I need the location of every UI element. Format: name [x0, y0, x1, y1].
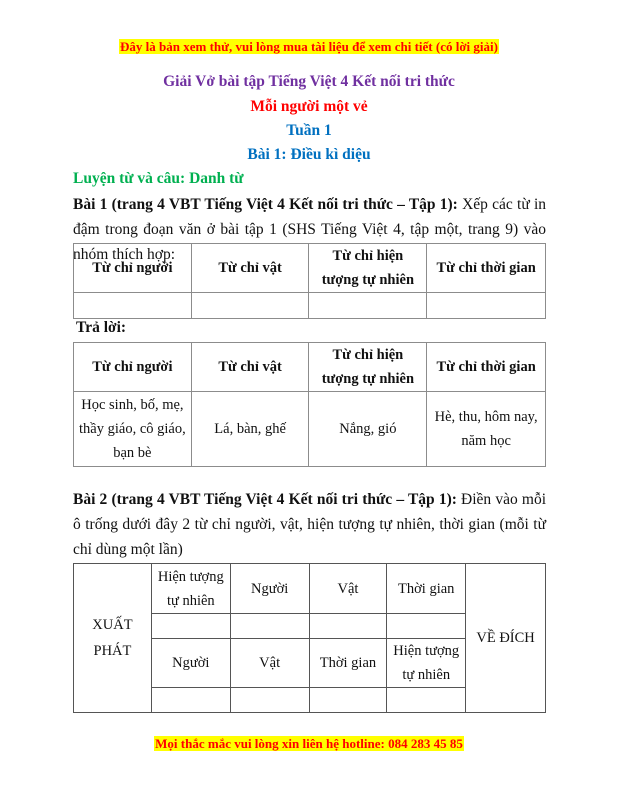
table-header-row: [74, 244, 546, 293]
category-cell: Vật: [309, 564, 387, 614]
header-cell: Từ chỉ người: [74, 343, 192, 392]
unit-title: Mỗi người một vẻ: [250, 98, 368, 115]
answer-cell-nature: Nắng, gió: [309, 392, 427, 467]
blank-cell: [74, 293, 192, 319]
blank-cell: [309, 293, 427, 319]
header-cell: Từ chỉ thời gian: [427, 343, 546, 392]
finish-cell: VỀ ĐÍCH: [466, 564, 546, 713]
category-cell: Người: [230, 564, 309, 614]
blank-cell: [427, 293, 546, 319]
fill-in-cell[interactable]: [309, 614, 387, 639]
week-title: Tuần 1: [286, 122, 332, 139]
table-row: [74, 564, 546, 614]
fill-in-cell[interactable]: [387, 688, 466, 713]
fill-in-cell[interactable]: [230, 688, 309, 713]
fill-in-cell[interactable]: [230, 614, 309, 639]
exercise-2-board-table: [73, 563, 546, 713]
category-cell: Thời gian: [387, 564, 466, 614]
category-cell: Vật: [230, 639, 309, 688]
answer-label: Trả lời:: [76, 319, 127, 336]
category-cell: Người: [151, 639, 230, 688]
lesson-title: Bài 1: Điều kì diệu: [247, 146, 371, 163]
category-cell: Hiện tượng tự nhiên: [151, 564, 230, 614]
exercise-2-label: Bài 2 (trang 4 VBT Tiếng Việt 4 Kết nối tri thức – Tập 1):: [73, 491, 457, 508]
header-cell: Từ chỉ hiện tượng tự nhiên: [309, 343, 427, 392]
section-heading: Luyện từ và câu: Danh từ: [73, 170, 244, 187]
header-cell: Từ chỉ vật: [191, 244, 309, 293]
exercise-2-prompt: [73, 487, 546, 562]
preview-notice: [0, 38, 618, 56]
fill-in-cell[interactable]: [387, 614, 466, 639]
document-title: Giải Vở bài tập Tiếng Việt 4 Kết nối tri thức: [163, 73, 455, 90]
exercise-1-label: Bài 1 (trang 4 VBT Tiếng Việt 4 Kết nối tri thức – Tập 1):: [73, 196, 458, 213]
fill-in-cell[interactable]: [151, 688, 230, 713]
table-row: [74, 293, 546, 319]
category-cell: Hiện tượng tự nhiên: [387, 639, 466, 688]
category-cell: Thời gian: [309, 639, 387, 688]
header-cell: Từ chỉ người: [74, 244, 192, 293]
header-cell: Từ chỉ thời gian: [427, 244, 546, 293]
exercise-1-text: Xếp các từ in đậm trong đoạn văn ở bài tập 1 (SHS Tiếng Việt 4, tập một, trang 9) vào nhóm thích hợp:: [73, 196, 547, 263]
exercise-1-answer-table: [73, 342, 546, 467]
table-row: [74, 392, 546, 467]
blank-cell: [191, 293, 309, 319]
answer-cell-time: Hè, thu, hôm nay, năm học: [427, 392, 546, 467]
start-cell: XUẤT PHÁT: [74, 564, 152, 713]
preview-notice-text: Đây là bản xem thử, vui lòng mua tài liệu để xem chi tiết (có lời giải): [120, 39, 498, 54]
fill-in-cell[interactable]: [309, 688, 387, 713]
exercise-1-blank-table: [73, 243, 546, 319]
hotline-notice-text: Mọi thắc mắc vui lòng xin liên hệ hotline: 084 283 45 85: [155, 736, 463, 751]
fill-in-cell[interactable]: [151, 614, 230, 639]
answer-cell-objects: Lá, bàn, ghế: [191, 392, 309, 467]
hotline-notice: [0, 735, 618, 753]
header-cell: Từ chỉ hiện tượng tự nhiên: [309, 244, 427, 293]
exercise-2-text: Điền vào mỗi ô trống dưới đây 2 từ chỉ người, vật, hiện tượng tự nhiên, thời gian (mỗi từ chỉ dùng một lần): [73, 491, 546, 558]
header-cell: Từ chỉ vật: [191, 343, 309, 392]
answer-cell-people: Học sinh, bố, mẹ, thầy giáo, cô giáo, bạn bè: [74, 392, 192, 467]
table-header-row: [74, 343, 546, 392]
